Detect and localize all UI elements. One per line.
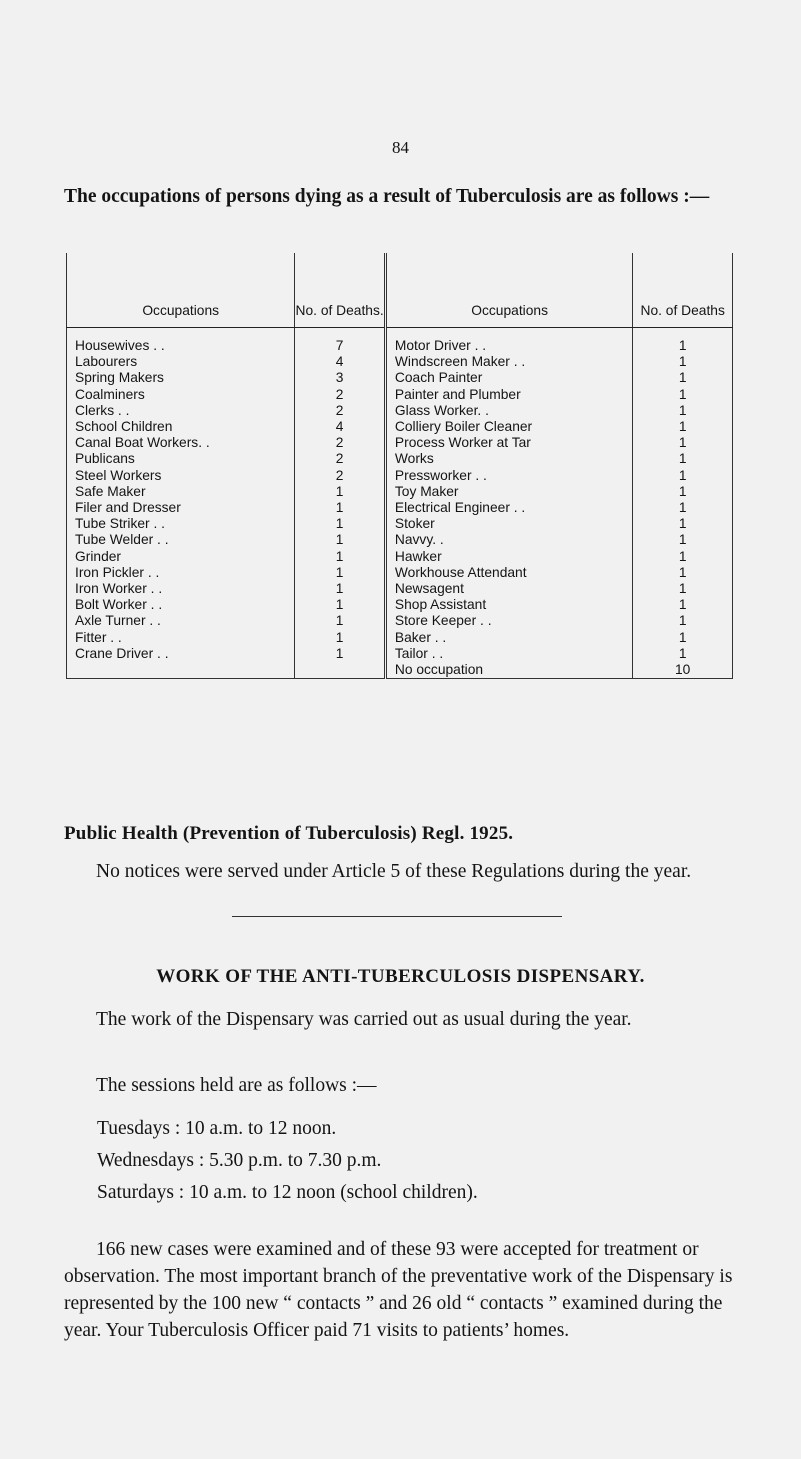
deaths-left: 1 [295,565,386,581]
table-row [67,613,733,629]
occupation-right: Newsagent [385,581,632,597]
occupation-right: Process Worker at Tar [385,435,632,451]
regulations-text: No notices were served under Article 5 of these Regulations during the year. [96,861,692,882]
deaths-left: 2 [295,468,386,484]
deaths-right: 1 [633,630,733,646]
occupation-left: Tube Welder . . [67,532,295,548]
intro-text: The occupations of persons dying as a result of Tuberculosis are as follows :— [64,186,710,207]
occupation-left: Steel Workers [67,468,295,484]
occupation-right: Hawker [385,549,632,565]
deaths-right: 1 [633,451,733,467]
deaths-right: 1 [633,613,733,629]
table-row [67,403,733,419]
occupation-left: Bolt Worker . . [67,597,295,613]
table-row [67,419,733,435]
occupation-left: Publicans [67,451,295,467]
occupation-right: Glass Worker. . [385,403,632,419]
deaths-right: 10 [633,662,733,679]
occupation-left: Spring Makers [67,370,295,386]
deaths-left: 1 [295,613,386,629]
occupation-right: Shop Assistant [385,597,632,613]
table-row [67,662,733,679]
occupation-left: Iron Pickler . . [67,565,295,581]
dispensary-heading: WORK OF THE ANTI-TUBERCULOSIS DISPENSARY. [156,966,645,987]
deaths-left: 1 [295,516,386,532]
table-row [67,516,733,532]
deaths-left: 2 [295,387,386,403]
occupation-left: Labourers [67,354,295,370]
occupation-right: Workhouse Attendant [385,565,632,581]
occupation-left: Tube Striker . . [67,516,295,532]
dispensary-paragraph: The work of the Dispensary was carried out as usual during the year. [96,1009,632,1030]
deaths-right: 1 [633,468,733,484]
deaths-left: 1 [295,581,386,597]
occupation-right: Toy Maker [385,484,632,500]
table-row [67,646,733,662]
header-deaths-right: No. of Deaths [633,253,733,328]
deaths-left: 1 [295,630,386,646]
occupation-right: Store Keeper . . [385,613,632,629]
occupation-right: Pressworker . . [385,468,632,484]
deaths-right: 1 [633,516,733,532]
deaths-right: 1 [633,387,733,403]
occupation-left: Fitter . . [67,630,295,646]
deaths-right: 1 [633,419,733,435]
occupation-right: Baker . . [385,630,632,646]
session-wednesday: Wednesdays : 5.30 p.m. to 7.30 p.m. [97,1150,382,1171]
deaths-right: 1 [633,581,733,597]
occupation-left: Iron Worker . . [67,581,295,597]
table-row [67,532,733,548]
regulations-heading: Public Health (Prevention of Tuberculosis) Regl. 1925. [64,823,514,844]
occupation-left: Clerks . . [67,403,295,419]
deaths-right: 1 [633,500,733,516]
occupation-left: Housewives . . [67,328,295,355]
deaths-left: 2 [295,435,386,451]
deaths-left: 2 [295,403,386,419]
table-row [67,468,733,484]
cases-paragraph: 166 new cases were examined and of these 93 were accepted for treatment or observation. The most important branch of the preventative work of the Dispensary is represented by the 100 new “ contacts ” and 26 old “ contacts ” examined during the year. Your Tuberculosis Officer paid 71 visits to patients’ homes. [64,1239,733,1341]
deaths-left: 1 [295,597,386,613]
occupation-left: Grinder [67,549,295,565]
occupation-right: Coach Painter [385,370,632,386]
occupation-right: Stoker [385,516,632,532]
table-row [67,597,733,613]
table-header-row [67,253,733,328]
deaths-right: 1 [633,370,733,386]
deaths-right: 1 [633,565,733,581]
deaths-left: 1 [295,532,386,548]
deaths-left: 4 [295,354,386,370]
deaths-right: 1 [633,597,733,613]
occupation-right: Motor Driver . . [385,328,632,355]
deaths-right: 1 [633,435,733,451]
occupation-left: Crane Driver . . [67,646,295,662]
table-row [67,565,733,581]
occupation-left: Axle Turner . . [67,613,295,629]
table-row [67,500,733,516]
occupation-right: Electrical Engineer . . [385,500,632,516]
deaths-right: 1 [633,532,733,548]
deaths-right: 1 [633,549,733,565]
deaths-left: 3 [295,370,386,386]
occupations-table [66,253,733,679]
table-row [67,354,733,370]
divider-rule [232,916,562,917]
deaths-left: 7 [295,328,386,355]
page-number: 84 [392,138,409,157]
occupation-right: No occupation [385,662,632,679]
table-row [67,387,733,403]
deaths-right: 1 [633,484,733,500]
deaths-right: 1 [633,328,733,355]
header-occupations-left: Occupations [67,253,295,328]
deaths-left: 1 [295,500,386,516]
table-row [67,435,733,451]
table-row [67,328,733,355]
occupation-left: Coalminers [67,387,295,403]
occupation-left [67,662,295,679]
table-row [67,370,733,386]
sessions-intro: The sessions held are as follows :— [96,1075,377,1096]
table-row [67,630,733,646]
occupation-right: Colliery Boiler Cleaner [385,419,632,435]
header-occupations-right: Occupations [385,253,632,328]
table-body [67,328,733,679]
deaths-right: 1 [633,403,733,419]
occupation-right: Windscreen Maker . . [385,354,632,370]
occupation-right: Works [385,451,632,467]
deaths-right: 1 [633,646,733,662]
header-deaths-left: No. of Deaths. [295,253,386,328]
table-row [67,549,733,565]
session-saturday: Saturdays : 10 a.m. to 12 noon (school children). [97,1182,478,1203]
occupation-left: School Children [67,419,295,435]
deaths-right: 1 [633,354,733,370]
deaths-left: 1 [295,484,386,500]
occupation-left: Filer and Dresser [67,500,295,516]
occupation-left: Safe Maker [67,484,295,500]
table-row [67,581,733,597]
occupation-right: Tailor . . [385,646,632,662]
deaths-left: 4 [295,419,386,435]
occupation-right: Painter and Plumber [385,387,632,403]
deaths-left: 1 [295,646,386,662]
session-tuesday: Tuesdays : 10 a.m. to 12 noon. [97,1118,337,1139]
occupation-left: Canal Boat Workers. . [67,435,295,451]
table-row [67,451,733,467]
deaths-left [295,662,386,679]
deaths-left: 2 [295,451,386,467]
table-row [67,484,733,500]
occupation-right: Navvy. . [385,532,632,548]
deaths-left: 1 [295,549,386,565]
